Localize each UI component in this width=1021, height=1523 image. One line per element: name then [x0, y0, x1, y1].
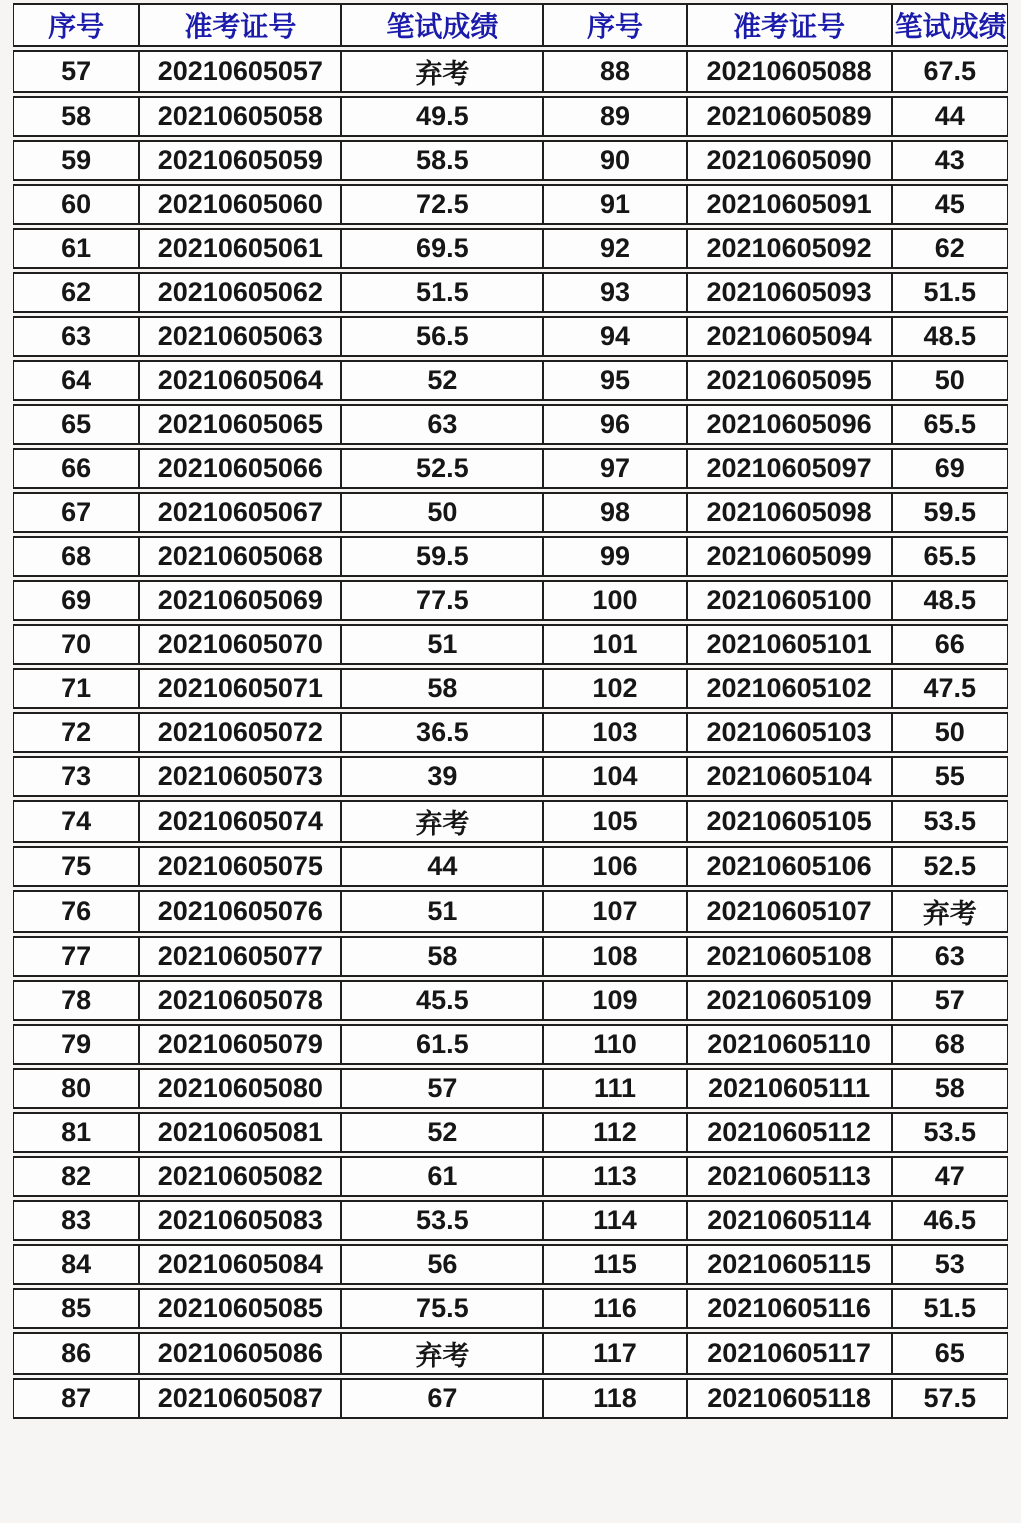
ticket-cell: 20210605111 — [687, 1068, 892, 1109]
score-cell: 50 — [892, 360, 1008, 401]
ticket-cell: 20210605083 — [139, 1200, 341, 1241]
table-row — [13, 980, 1008, 1021]
table-row — [13, 624, 1008, 665]
score-cell: 55 — [892, 756, 1008, 797]
score-cell: 44 — [892, 96, 1008, 137]
table-row — [13, 1200, 1008, 1241]
table-row — [13, 492, 1008, 533]
score-cell: 65.5 — [892, 536, 1008, 577]
ticket-cell: 20210605075 — [139, 846, 341, 887]
seq-cell: 93 — [543, 272, 686, 313]
table-row — [13, 1244, 1008, 1285]
score-cell: 弃考 — [341, 1332, 543, 1375]
table-row — [13, 184, 1008, 225]
seq-cell: 71 — [13, 668, 139, 709]
header-seq-left: 序号 — [13, 3, 139, 47]
score-cell: 51.5 — [892, 1288, 1008, 1329]
score-cell: 56 — [341, 1244, 543, 1285]
header-row — [13, 3, 1008, 47]
seq-cell: 83 — [13, 1200, 139, 1241]
seq-cell: 86 — [13, 1332, 139, 1375]
score-cell: 77.5 — [341, 580, 543, 621]
score-cell: 弃考 — [892, 890, 1008, 933]
score-cell: 48.5 — [892, 580, 1008, 621]
ticket-cell: 20210605104 — [687, 756, 892, 797]
ticket-cell: 20210605110 — [687, 1024, 892, 1065]
table-row — [13, 756, 1008, 797]
ticket-cell: 20210605117 — [687, 1332, 892, 1375]
seq-cell: 114 — [543, 1200, 686, 1241]
ticket-cell: 20210605081 — [139, 1112, 341, 1153]
ticket-cell: 20210605086 — [139, 1332, 341, 1375]
ticket-cell: 20210605098 — [687, 492, 892, 533]
ticket-cell: 20210605057 — [139, 50, 341, 93]
seq-cell: 72 — [13, 712, 139, 753]
ticket-cell: 20210605089 — [687, 96, 892, 137]
score-cell: 50 — [341, 492, 543, 533]
score-cell: 52.5 — [341, 448, 543, 489]
ticket-cell: 20210605074 — [139, 800, 341, 843]
score-cell: 66 — [892, 624, 1008, 665]
seq-cell: 92 — [543, 228, 686, 269]
header-score-right: 笔试成绩 — [892, 3, 1008, 47]
ticket-cell: 20210605100 — [687, 580, 892, 621]
ticket-cell: 20210605061 — [139, 228, 341, 269]
score-cell: 弃考 — [341, 50, 543, 93]
score-cell: 57 — [341, 1068, 543, 1109]
seq-cell: 97 — [543, 448, 686, 489]
seq-cell: 102 — [543, 668, 686, 709]
seq-cell: 118 — [543, 1378, 686, 1419]
ticket-cell: 20210605068 — [139, 536, 341, 577]
table-row — [13, 936, 1008, 977]
score-cell: 58 — [341, 668, 543, 709]
seq-cell: 100 — [543, 580, 686, 621]
seq-cell: 80 — [13, 1068, 139, 1109]
score-cell: 69 — [892, 448, 1008, 489]
ticket-cell: 20210605108 — [687, 936, 892, 977]
ticket-cell: 20210605101 — [687, 624, 892, 665]
score-table-body — [13, 50, 1008, 1419]
score-cell: 53.5 — [892, 800, 1008, 843]
score-cell: 75.5 — [341, 1288, 543, 1329]
seq-cell: 59 — [13, 140, 139, 181]
score-cell: 弃考 — [341, 800, 543, 843]
score-cell: 36.5 — [341, 712, 543, 753]
seq-cell: 115 — [543, 1244, 686, 1285]
header-ticket-right: 准考证号 — [687, 3, 892, 47]
score-cell: 67.5 — [892, 50, 1008, 93]
seq-cell: 76 — [13, 890, 139, 933]
seq-cell: 75 — [13, 846, 139, 887]
header-score-left: 笔试成绩 — [341, 3, 543, 47]
ticket-cell: 20210605077 — [139, 936, 341, 977]
seq-cell: 89 — [543, 96, 686, 137]
score-cell: 63 — [892, 936, 1008, 977]
table-row — [13, 1332, 1008, 1375]
score-cell: 65.5 — [892, 404, 1008, 445]
table-row — [13, 1378, 1008, 1419]
seq-cell: 68 — [13, 536, 139, 577]
seq-cell: 117 — [543, 1332, 686, 1375]
score-cell: 62 — [892, 228, 1008, 269]
score-cell: 43 — [892, 140, 1008, 181]
score-cell: 57 — [892, 980, 1008, 1021]
ticket-cell: 20210605096 — [687, 404, 892, 445]
seq-cell: 82 — [13, 1156, 139, 1197]
seq-cell: 110 — [543, 1024, 686, 1065]
ticket-cell: 20210605114 — [687, 1200, 892, 1241]
ticket-cell: 20210605080 — [139, 1068, 341, 1109]
seq-cell: 77 — [13, 936, 139, 977]
seq-cell: 58 — [13, 96, 139, 137]
table-row — [13, 580, 1008, 621]
table-row — [13, 448, 1008, 489]
table-row — [13, 50, 1008, 93]
score-cell: 39 — [341, 756, 543, 797]
table-row — [13, 1156, 1008, 1197]
score-cell: 68 — [892, 1024, 1008, 1065]
ticket-cell: 20210605094 — [687, 316, 892, 357]
seq-cell: 116 — [543, 1288, 686, 1329]
score-cell: 57.5 — [892, 1378, 1008, 1419]
seq-cell: 94 — [543, 316, 686, 357]
ticket-cell: 20210605090 — [687, 140, 892, 181]
table-row — [13, 1288, 1008, 1329]
seq-cell: 105 — [543, 800, 686, 843]
seq-cell: 99 — [543, 536, 686, 577]
score-cell: 51 — [341, 624, 543, 665]
seq-cell: 107 — [543, 890, 686, 933]
seq-cell: 70 — [13, 624, 139, 665]
score-cell: 63 — [341, 404, 543, 445]
ticket-cell: 20210605116 — [687, 1288, 892, 1329]
table-row — [13, 890, 1008, 933]
score-cell: 53 — [892, 1244, 1008, 1285]
seq-cell: 95 — [543, 360, 686, 401]
ticket-cell: 20210605071 — [139, 668, 341, 709]
score-cell: 52.5 — [892, 846, 1008, 887]
ticket-cell: 20210605113 — [687, 1156, 892, 1197]
seq-cell: 67 — [13, 492, 139, 533]
ticket-cell: 20210605078 — [139, 980, 341, 1021]
seq-cell: 112 — [543, 1112, 686, 1153]
header-seq-right: 序号 — [543, 3, 686, 47]
table-row — [13, 1024, 1008, 1065]
score-cell: 61.5 — [341, 1024, 543, 1065]
score-cell: 72.5 — [341, 184, 543, 225]
seq-cell: 62 — [13, 272, 139, 313]
table-row — [13, 404, 1008, 445]
table-row — [13, 1112, 1008, 1153]
seq-cell: 113 — [543, 1156, 686, 1197]
ticket-cell: 20210605069 — [139, 580, 341, 621]
ticket-cell: 20210605095 — [687, 360, 892, 401]
ticket-cell: 20210605093 — [687, 272, 892, 313]
seq-cell: 108 — [543, 936, 686, 977]
ticket-cell: 20210605073 — [139, 756, 341, 797]
seq-cell: 96 — [543, 404, 686, 445]
seq-cell: 74 — [13, 800, 139, 843]
score-cell: 48.5 — [892, 316, 1008, 357]
ticket-cell: 20210605106 — [687, 846, 892, 887]
ticket-cell: 20210605103 — [687, 712, 892, 753]
score-cell: 45.5 — [341, 980, 543, 1021]
ticket-cell: 20210605102 — [687, 668, 892, 709]
ticket-cell: 20210605072 — [139, 712, 341, 753]
seq-cell: 81 — [13, 1112, 139, 1153]
seq-cell: 63 — [13, 316, 139, 357]
ticket-cell: 20210605115 — [687, 1244, 892, 1285]
ticket-cell: 20210605076 — [139, 890, 341, 933]
score-cell: 56.5 — [341, 316, 543, 357]
score-cell: 52 — [341, 360, 543, 401]
score-cell: 47 — [892, 1156, 1008, 1197]
seq-cell: 90 — [543, 140, 686, 181]
score-cell: 52 — [341, 1112, 543, 1153]
header-ticket-left: 准考证号 — [139, 3, 341, 47]
ticket-cell: 20210605088 — [687, 50, 892, 93]
seq-cell: 73 — [13, 756, 139, 797]
seq-cell: 78 — [13, 980, 139, 1021]
score-cell: 51.5 — [341, 272, 543, 313]
score-cell: 58 — [892, 1068, 1008, 1109]
score-cell: 59.5 — [892, 492, 1008, 533]
seq-cell: 60 — [13, 184, 139, 225]
seq-cell: 106 — [543, 846, 686, 887]
seq-cell: 66 — [13, 448, 139, 489]
ticket-cell: 20210605099 — [687, 536, 892, 577]
seq-cell: 98 — [543, 492, 686, 533]
ticket-cell: 20210605087 — [139, 1378, 341, 1419]
seq-cell: 109 — [543, 980, 686, 1021]
table-row — [13, 360, 1008, 401]
table-row — [13, 96, 1008, 137]
table-row — [13, 846, 1008, 887]
score-cell: 51.5 — [892, 272, 1008, 313]
seq-cell: 85 — [13, 1288, 139, 1329]
seq-cell: 84 — [13, 1244, 139, 1285]
table-row — [13, 272, 1008, 313]
score-cell: 59.5 — [341, 536, 543, 577]
score-cell: 67 — [341, 1378, 543, 1419]
score-cell: 51 — [341, 890, 543, 933]
seq-cell: 101 — [543, 624, 686, 665]
ticket-cell: 20210605067 — [139, 492, 341, 533]
table-row — [13, 140, 1008, 181]
table-row — [13, 712, 1008, 753]
table-row — [13, 1068, 1008, 1109]
table-row — [13, 316, 1008, 357]
ticket-cell: 20210605063 — [139, 316, 341, 357]
ticket-cell: 20210605058 — [139, 96, 341, 137]
table-row — [13, 536, 1008, 577]
score-cell: 47.5 — [892, 668, 1008, 709]
ticket-cell: 20210605082 — [139, 1156, 341, 1197]
ticket-cell: 20210605118 — [687, 1378, 892, 1419]
seq-cell: 104 — [543, 756, 686, 797]
score-cell: 65 — [892, 1332, 1008, 1375]
seq-cell: 111 — [543, 1068, 686, 1109]
ticket-cell: 20210605109 — [687, 980, 892, 1021]
ticket-cell: 20210605085 — [139, 1288, 341, 1329]
table-row — [13, 668, 1008, 709]
score-cell: 49.5 — [341, 96, 543, 137]
score-cell: 69.5 — [341, 228, 543, 269]
seq-cell: 103 — [543, 712, 686, 753]
score-cell: 58 — [341, 936, 543, 977]
ticket-cell: 20210605107 — [687, 890, 892, 933]
score-cell: 53.5 — [341, 1200, 543, 1241]
ticket-cell: 20210605066 — [139, 448, 341, 489]
score-cell: 61 — [341, 1156, 543, 1197]
ticket-cell: 20210605112 — [687, 1112, 892, 1153]
ticket-cell: 20210605092 — [687, 228, 892, 269]
ticket-cell: 20210605105 — [687, 800, 892, 843]
ticket-cell: 20210605070 — [139, 624, 341, 665]
seq-cell: 57 — [13, 50, 139, 93]
seq-cell: 87 — [13, 1378, 139, 1419]
ticket-cell: 20210605059 — [139, 140, 341, 181]
seq-cell: 69 — [13, 580, 139, 621]
seq-cell: 91 — [543, 184, 686, 225]
score-cell: 44 — [341, 846, 543, 887]
table-row — [13, 800, 1008, 843]
ticket-cell: 20210605062 — [139, 272, 341, 313]
score-cell: 45 — [892, 184, 1008, 225]
ticket-cell: 20210605079 — [139, 1024, 341, 1065]
seq-cell: 79 — [13, 1024, 139, 1065]
ticket-cell: 20210605097 — [687, 448, 892, 489]
ticket-cell: 20210605091 — [687, 184, 892, 225]
ticket-cell: 20210605065 — [139, 404, 341, 445]
score-cell: 58.5 — [341, 140, 543, 181]
score-cell: 53.5 — [892, 1112, 1008, 1153]
score-cell: 46.5 — [892, 1200, 1008, 1241]
seq-cell: 61 — [13, 228, 139, 269]
seq-cell: 65 — [13, 404, 139, 445]
ticket-cell: 20210605084 — [139, 1244, 341, 1285]
score-cell: 50 — [892, 712, 1008, 753]
ticket-cell: 20210605060 — [139, 184, 341, 225]
seq-cell: 64 — [13, 360, 139, 401]
score-table — [13, 0, 1008, 1422]
ticket-cell: 20210605064 — [139, 360, 341, 401]
seq-cell: 88 — [543, 50, 686, 93]
table-row — [13, 228, 1008, 269]
